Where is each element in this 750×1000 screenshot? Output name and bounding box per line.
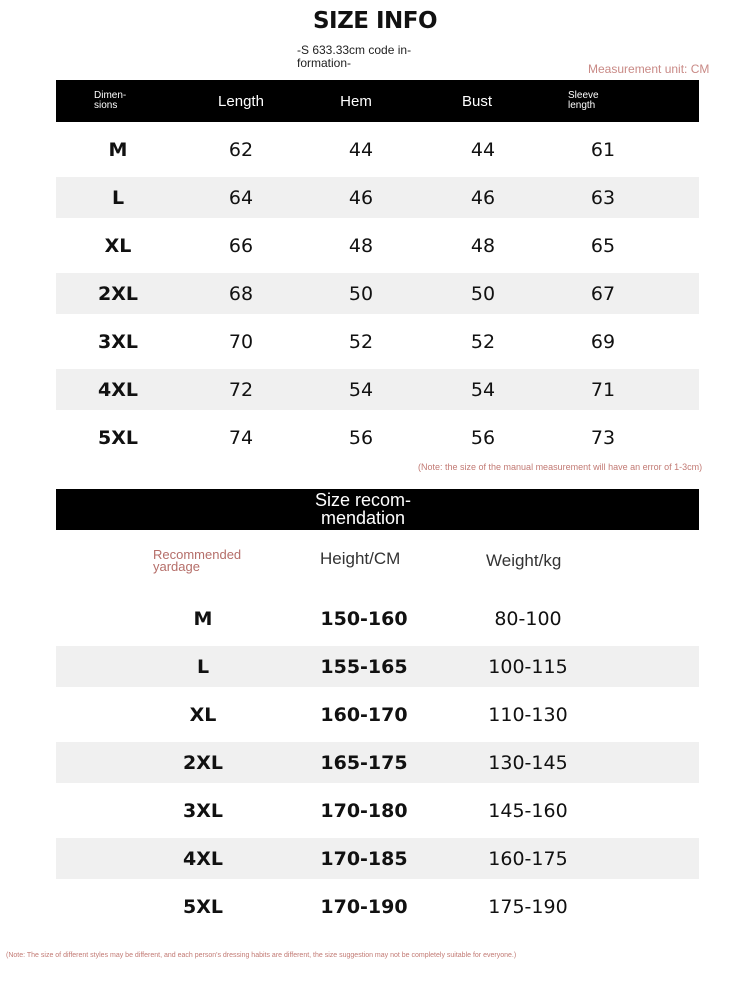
bust-cell: 50 <box>470 282 496 305</box>
bust-cell: 56 <box>470 426 496 449</box>
size-cell: 4XL <box>98 378 138 401</box>
bust-cell: 44 <box>470 138 496 161</box>
weight-cell: 130-145 <box>488 751 568 774</box>
sleeve-cell: 61 <box>590 138 616 161</box>
table-row <box>56 417 699 458</box>
subtitle: -S 633.33cm code in-formation- <box>297 43 412 70</box>
table-row <box>56 790 699 831</box>
sleeve-cell: 71 <box>590 378 616 401</box>
length-cell: 74 <box>228 426 254 449</box>
bust-cell: 54 <box>470 378 496 401</box>
length-cell: 62 <box>228 138 254 161</box>
size-cell: L <box>196 655 210 678</box>
sleeve-cell: 63 <box>590 186 616 209</box>
size-cell: 3XL <box>183 799 223 822</box>
size-cell: L <box>111 186 125 209</box>
page-title: SIZE INFO <box>312 8 438 34</box>
table-row <box>56 225 699 266</box>
hem-cell: 44 <box>348 138 374 161</box>
hem-cell: 46 <box>348 186 374 209</box>
size-cell: XL <box>104 234 132 257</box>
table-row <box>56 321 699 362</box>
measurement-unit-label: Measurement unit: CM <box>588 62 710 76</box>
height-cell: 165-175 <box>320 751 408 774</box>
table-row <box>56 129 699 170</box>
weight-label: Weight/kg <box>486 551 562 570</box>
size-cell: 5XL <box>183 895 223 918</box>
height-cell: 160-170 <box>320 703 408 726</box>
disclaimer-note: (Note: The size of different styles may be different, and each person's dressing habits are different, the size suggestion may not be completely suitable for everyone.) <box>6 952 517 959</box>
header-length: Length <box>218 92 264 110</box>
length-cell: 66 <box>228 234 254 257</box>
bust-cell: 46 <box>470 186 496 209</box>
table-row <box>56 838 699 879</box>
size-cell: XL <box>189 703 217 726</box>
table-row <box>56 646 699 687</box>
size-table-header <box>56 80 699 122</box>
header-hem: Hem <box>340 92 372 110</box>
table-row <box>56 742 699 783</box>
size-cell: 5XL <box>98 426 138 449</box>
length-cell: 64 <box>228 186 254 209</box>
hem-cell: 52 <box>348 330 374 353</box>
length-cell: 72 <box>228 378 254 401</box>
weight-cell: 145-160 <box>488 799 568 822</box>
size-cell: 2XL <box>183 751 223 774</box>
hem-cell: 56 <box>348 426 374 449</box>
height-cell: 150-160 <box>320 607 408 630</box>
weight-cell: 110-130 <box>488 703 568 726</box>
sleeve-cell: 67 <box>590 282 616 305</box>
height-cell: 170-180 <box>320 799 408 822</box>
size-cell: M <box>108 138 128 161</box>
header-dimensions: Dimen-sions <box>94 90 127 111</box>
hem-cell: 54 <box>348 378 374 401</box>
recommendation-header <box>56 489 699 530</box>
sleeve-cell: 65 <box>590 234 616 257</box>
hem-cell: 50 <box>348 282 374 305</box>
table-row <box>56 694 699 735</box>
height-cell: 170-185 <box>320 847 408 870</box>
size-cell: 3XL <box>98 330 138 353</box>
hem-cell: 48 <box>348 234 374 257</box>
size-cell: 4XL <box>183 847 223 870</box>
weight-cell: 80-100 <box>494 607 562 630</box>
table-row <box>56 886 699 927</box>
length-cell: 70 <box>228 330 254 353</box>
recommended-yardage-label: Recommended yardage <box>153 547 242 574</box>
sleeve-cell: 73 <box>590 426 616 449</box>
recommendation-title: Size recom-mendation <box>314 490 412 528</box>
weight-cell: 100-115 <box>488 655 568 678</box>
height-cell: 170-190 <box>320 895 408 918</box>
bust-cell: 52 <box>470 330 496 353</box>
measurement-note: (Note: the size of the manual measurement will have an error of 1-3cm) <box>418 462 703 472</box>
header-bust: Bust <box>461 92 492 110</box>
size-cell: M <box>193 607 213 630</box>
weight-cell: 160-175 <box>488 847 568 870</box>
table-row <box>56 177 699 218</box>
length-cell: 68 <box>228 282 254 305</box>
header-sleeve-length: Sleeve length <box>568 90 599 111</box>
sleeve-cell: 69 <box>590 330 616 353</box>
size-cell: 2XL <box>98 282 138 305</box>
weight-cell: 175-190 <box>488 895 568 918</box>
height-label: Height/CM <box>320 549 401 568</box>
bust-cell: 48 <box>470 234 496 257</box>
table-row <box>56 369 699 410</box>
height-cell: 155-165 <box>320 655 408 678</box>
table-row <box>56 598 699 639</box>
table-row <box>56 273 699 314</box>
